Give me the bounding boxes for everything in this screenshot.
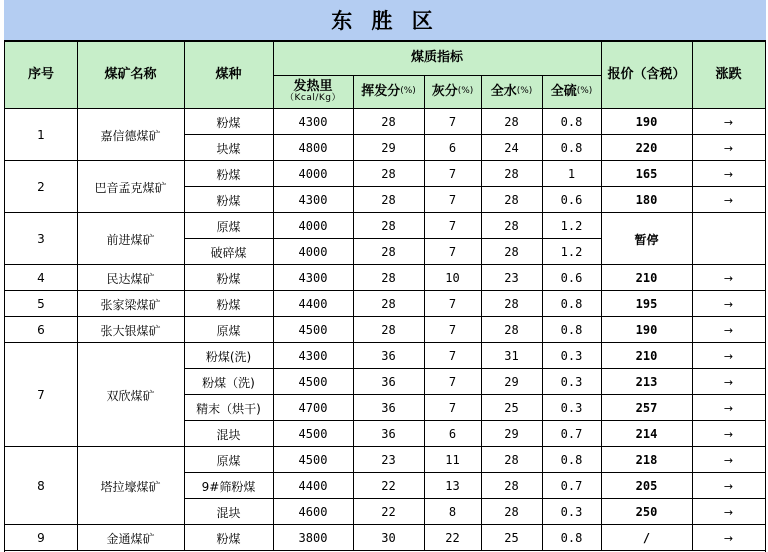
seq-cell: 9 <box>37 531 45 545</box>
grid-line <box>184 134 765 135</box>
volatile-cell: 36 <box>381 427 396 441</box>
ash-cell: 7 <box>448 375 457 389</box>
grid-line <box>692 109 693 551</box>
header-moisture-unit: (%) <box>516 86 533 97</box>
heat-cell: 4700 <box>298 401 328 415</box>
grid-line <box>424 75 425 109</box>
header-quality-group-label: 煤质指标 <box>410 49 463 65</box>
coal-type-cell: 粉煤 <box>216 193 241 208</box>
moisture-cell: 28 <box>504 297 519 311</box>
mine-name-cell: 金通煤矿 <box>106 531 155 546</box>
coal-type-cell: 原煤 <box>216 323 241 338</box>
ash-cell: 7 <box>448 297 457 311</box>
grid-line <box>5 316 765 317</box>
volatile-cell: 28 <box>381 323 396 337</box>
seq-cell: 2 <box>37 180 45 194</box>
sulfur-cell: 0.8 <box>560 453 583 467</box>
volatile-cell: 28 <box>381 167 396 181</box>
header-heat-label: 发热里 <box>293 78 333 94</box>
price-cell: 220 <box>635 141 658 155</box>
grid-line <box>273 109 274 551</box>
grid-line <box>184 472 765 473</box>
moisture-cell: 28 <box>504 219 519 233</box>
header-sulfur-unit: (%) <box>576 86 593 97</box>
ash-cell: 7 <box>448 167 457 181</box>
ash-cell: 11 <box>445 453 460 467</box>
coal-type-cell: 破碎煤 <box>210 245 247 260</box>
seq-cell: 3 <box>37 232 45 246</box>
header-trend-label: 涨跌 <box>715 66 742 82</box>
grid-line <box>5 160 765 161</box>
trend-arrow-icon: → <box>723 297 734 311</box>
moisture-cell: 29 <box>504 375 519 389</box>
coal-type-cell: 精末（烘干) <box>196 401 261 416</box>
grid-line <box>542 109 543 551</box>
ash-cell: 7 <box>448 401 457 415</box>
coal-type-cell: 混块 <box>216 505 241 520</box>
region-title: 东 胜 区 <box>331 9 439 33</box>
trend-arrow-icon: → <box>723 193 734 207</box>
sulfur-cell: 0.7 <box>560 427 583 441</box>
coal-type-cell: 混块 <box>216 427 241 442</box>
sulfur-cell: 0.6 <box>560 271 583 285</box>
moisture-cell: 24 <box>504 141 519 155</box>
heat-cell: 4000 <box>298 245 328 259</box>
trend-arrow-icon: → <box>723 427 734 441</box>
coal-type-cell: 粉煤(洗) <box>205 349 252 364</box>
heat-cell: 4400 <box>298 479 328 493</box>
grid-line <box>184 368 765 369</box>
moisture-cell: 28 <box>504 479 519 493</box>
header-seq <box>5 41 77 109</box>
grid-line <box>184 420 765 421</box>
moisture-cell: 25 <box>504 401 519 415</box>
mine-name-cell: 前进煤矿 <box>106 232 155 247</box>
header-moisture-label: 全水 <box>490 83 517 99</box>
ash-cell: 7 <box>448 115 457 129</box>
price-cell: 180 <box>635 193 658 207</box>
volatile-cell: 28 <box>381 115 396 129</box>
grid-line <box>184 394 765 395</box>
price-cell: / <box>642 531 651 545</box>
coal-type-cell: 块煤 <box>216 141 241 156</box>
trend-arrow-icon: → <box>723 115 734 129</box>
sulfur-cell: 0.3 <box>560 375 583 389</box>
price-cell: 257 <box>635 401 658 415</box>
grid-line <box>5 550 765 551</box>
header-heat <box>273 75 353 109</box>
sulfur-cell: 0.3 <box>560 349 583 363</box>
sulfur-cell: 1 <box>567 167 576 181</box>
seq-cell: 1 <box>37 128 45 142</box>
volatile-cell: 36 <box>381 375 396 389</box>
header-coal-type-label: 煤种 <box>215 66 242 82</box>
price-cell: 213 <box>635 375 658 389</box>
grid-line <box>5 212 765 213</box>
sulfur-cell: 0.7 <box>560 479 583 493</box>
volatile-cell: 28 <box>381 245 396 259</box>
sulfur-cell: 1.2 <box>560 245 583 259</box>
grid-line <box>77 41 78 109</box>
header-price-label: 报价（含税） <box>607 66 686 82</box>
seq-cell: 6 <box>37 323 45 337</box>
mine-name-cell: 张家梁煤矿 <box>100 297 161 312</box>
grid-line <box>5 524 765 525</box>
trend-arrow-icon: → <box>723 505 734 519</box>
volatile-cell: 23 <box>381 453 396 467</box>
coal-type-cell: 原煤 <box>216 453 241 468</box>
heat-cell: 4500 <box>298 427 328 441</box>
volatile-cell: 36 <box>381 349 396 363</box>
header-mine-name-label: 煤矿名称 <box>104 66 157 82</box>
moisture-cell: 28 <box>504 245 519 259</box>
ash-cell: 8 <box>448 505 457 519</box>
header-volatile-unit: (%) <box>400 86 416 97</box>
price-cell: 250 <box>635 505 658 519</box>
mine-name-cell: 张大银煤矿 <box>100 323 161 338</box>
heat-cell: 4500 <box>298 323 328 337</box>
ash-cell: 6 <box>448 141 457 155</box>
coal-type-cell: 粉煤 <box>216 271 241 286</box>
trend-arrow-icon: → <box>723 167 734 181</box>
grid-line <box>5 342 765 343</box>
moisture-cell: 31 <box>504 349 519 363</box>
header-ash <box>424 75 481 109</box>
header-moisture <box>481 75 542 109</box>
trend-arrow-icon: → <box>723 323 734 337</box>
ash-cell: 6 <box>448 427 457 441</box>
price-cell: 195 <box>635 297 658 311</box>
sulfur-cell: 0.8 <box>560 115 583 129</box>
grid-line <box>5 108 765 109</box>
header-ash-unit: (%) <box>457 86 474 97</box>
trend-arrow-icon: → <box>723 479 734 493</box>
coal-type-cell: 粉煤 <box>216 167 241 182</box>
header-sulfur <box>542 75 601 109</box>
header-seq-label: 序号 <box>27 66 54 82</box>
heat-cell: 4600 <box>298 505 328 519</box>
sulfur-cell: 0.3 <box>560 401 583 415</box>
sulfur-cell: 0.8 <box>560 531 583 545</box>
volatile-cell: 30 <box>381 531 396 545</box>
mine-name-cell: 民达煤矿 <box>106 271 155 286</box>
seq-cell: 5 <box>37 297 45 311</box>
trend-arrow-icon: → <box>723 375 734 389</box>
volatile-cell: 22 <box>381 505 396 519</box>
sulfur-cell: 0.3 <box>560 505 583 519</box>
coal-type-cell: 粉煤（洗) <box>202 375 255 390</box>
grid-line <box>692 41 693 109</box>
region-title-bar <box>4 0 766 41</box>
moisture-cell: 28 <box>504 323 519 337</box>
header-coal-type <box>184 41 273 109</box>
trend-arrow-icon: → <box>723 401 734 415</box>
header-price <box>601 41 692 109</box>
sulfur-cell: 0.8 <box>560 297 583 311</box>
ash-cell: 22 <box>445 531 460 545</box>
ash-cell: 7 <box>448 219 457 233</box>
grid-line <box>5 446 765 447</box>
volatile-cell: 28 <box>381 219 396 233</box>
header-sulfur-label: 全硫 <box>550 83 577 99</box>
coal-type-cell: 9#筛粉煤 <box>201 479 256 494</box>
grid-line <box>77 109 78 551</box>
ash-cell: 10 <box>445 271 460 285</box>
header-volatile <box>353 75 424 109</box>
sulfur-cell: 0.8 <box>560 323 583 337</box>
heat-cell: 4300 <box>298 115 328 129</box>
heat-cell: 4400 <box>298 297 328 311</box>
grid-line <box>5 41 765 42</box>
sulfur-cell: 0.6 <box>560 193 583 207</box>
seq-cell: 8 <box>37 479 45 493</box>
price-cell: 190 <box>635 115 658 129</box>
price-cell: 210 <box>635 271 658 285</box>
header-ash-label: 灰分 <box>431 83 458 99</box>
grid-line <box>273 75 601 76</box>
mine-name-cell: 嘉信德煤矿 <box>100 128 161 143</box>
sulfur-cell: 0.8 <box>560 141 583 155</box>
volatile-cell: 28 <box>381 297 396 311</box>
trend-arrow-icon: → <box>723 271 734 285</box>
grid-line <box>5 264 765 265</box>
trend-arrow-icon: → <box>723 141 734 155</box>
heat-cell: 4000 <box>298 219 328 233</box>
header-mine-name <box>77 41 184 109</box>
moisture-cell: 23 <box>504 271 519 285</box>
grid-line <box>184 498 765 499</box>
heat-cell: 4000 <box>298 167 328 181</box>
heat-cell: 4300 <box>298 193 328 207</box>
sulfur-cell: 1.2 <box>560 219 583 233</box>
mine-name-cell: 双欣煤矿 <box>106 388 155 403</box>
price-cell-suspended: 暂停 <box>634 232 659 247</box>
moisture-cell: 25 <box>504 531 519 545</box>
price-cell: 214 <box>635 427 658 441</box>
trend-arrow-icon: → <box>723 349 734 363</box>
moisture-cell: 28 <box>504 453 519 467</box>
mine-name-cell: 巴音孟克煤矿 <box>94 180 167 195</box>
volatile-cell: 28 <box>381 271 396 285</box>
grid-line <box>273 41 274 109</box>
moisture-cell: 28 <box>504 193 519 207</box>
mine-name-cell: 塔拉壕煤矿 <box>100 479 161 494</box>
grid-line <box>601 41 602 109</box>
grid-line <box>353 109 354 551</box>
coal-type-cell: 粉煤 <box>216 115 241 130</box>
price-cell: 210 <box>635 349 658 363</box>
volatile-cell: 22 <box>381 479 396 493</box>
grid-line <box>184 41 185 109</box>
volatile-cell: 29 <box>381 141 396 155</box>
coal-type-cell: 粉煤 <box>216 297 241 312</box>
ash-cell: 7 <box>448 245 457 259</box>
heat-cell: 4500 <box>298 453 328 467</box>
coal-type-cell: 原煤 <box>216 219 241 234</box>
volatile-cell: 28 <box>381 193 396 207</box>
heat-cell: 4800 <box>298 141 328 155</box>
trend-arrow-icon: → <box>723 453 734 467</box>
coal-type-cell: 粉煤 <box>216 531 241 546</box>
price-cell: 165 <box>635 167 658 181</box>
moisture-cell: 29 <box>504 427 519 441</box>
heat-cell: 4300 <box>298 349 328 363</box>
ash-cell: 13 <box>445 479 460 493</box>
seq-cell: 4 <box>37 271 45 285</box>
header-volatile-label: 挥发分 <box>361 83 401 99</box>
price-cell: 190 <box>635 323 658 337</box>
volatile-cell: 36 <box>381 401 396 415</box>
seq-cell: 7 <box>37 388 45 402</box>
grid-line <box>424 109 425 551</box>
grid-line <box>184 109 185 551</box>
header-quality-group <box>273 41 601 75</box>
grid-line <box>184 186 765 187</box>
grid-line <box>184 238 601 239</box>
heat-cell: 4300 <box>298 271 328 285</box>
ash-cell: 7 <box>448 193 457 207</box>
grid-line <box>481 109 482 551</box>
header-heat-unit: （Kcal/Kg） <box>284 93 341 104</box>
trend-arrow-icon: → <box>723 531 734 545</box>
price-cell: 205 <box>635 479 658 493</box>
moisture-cell: 28 <box>504 115 519 129</box>
ash-cell: 7 <box>448 323 457 337</box>
ash-cell: 7 <box>448 349 457 363</box>
moisture-cell: 28 <box>504 167 519 181</box>
header-trend <box>692 41 765 109</box>
moisture-cell: 28 <box>504 505 519 519</box>
grid-line <box>353 75 354 109</box>
price-cell: 218 <box>635 453 658 467</box>
grid-line <box>601 109 602 551</box>
heat-cell: 4500 <box>298 375 328 389</box>
grid-line <box>5 290 765 291</box>
grid-line <box>481 75 482 109</box>
heat-cell: 3800 <box>298 531 328 545</box>
grid-line <box>542 75 543 109</box>
